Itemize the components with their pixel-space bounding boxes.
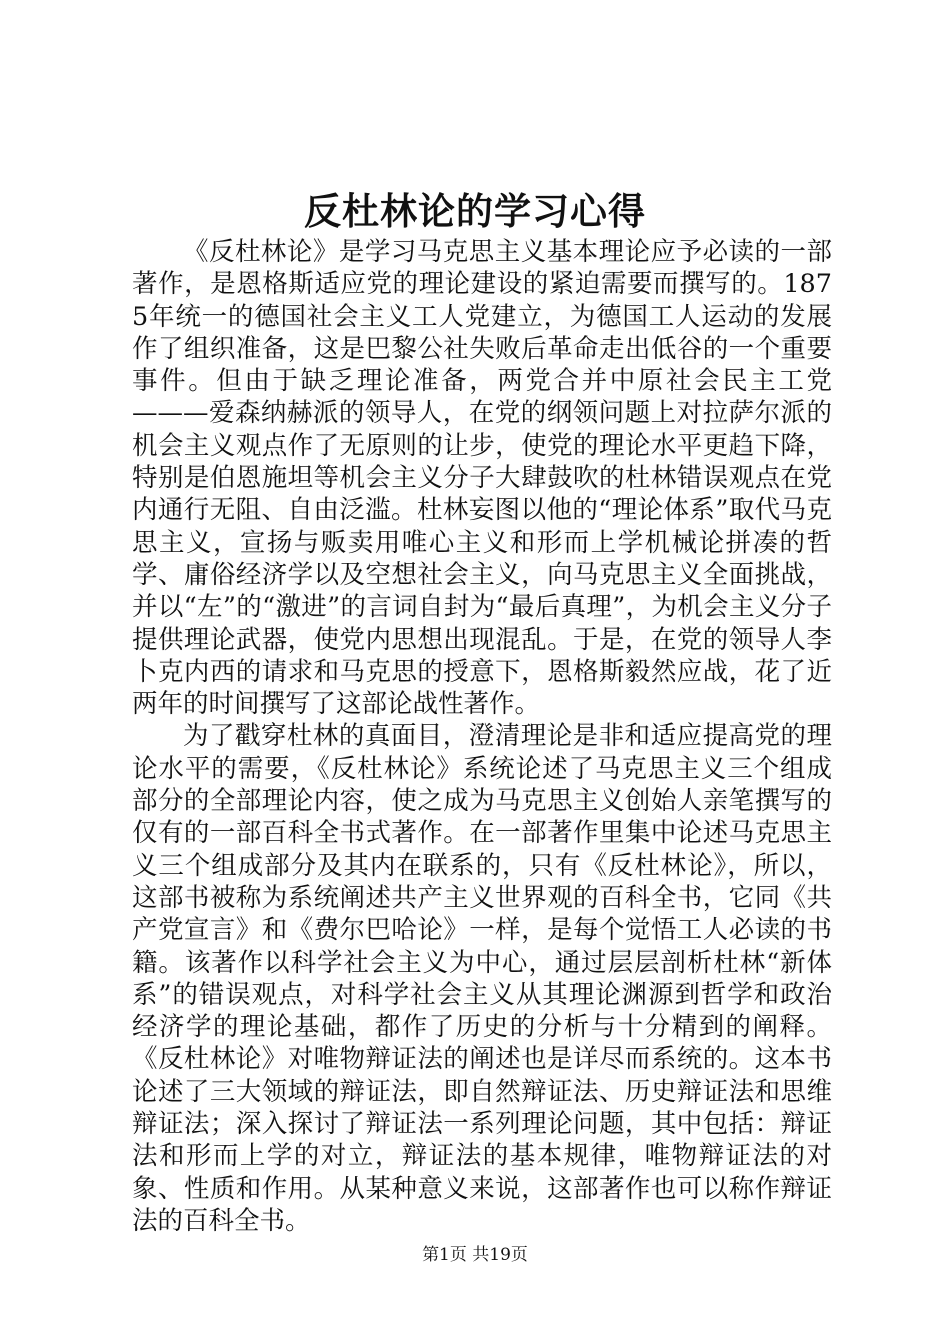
page-footer: 第1页 共19页 [422, 1245, 528, 1265]
paragraph: 《反杜林论》是学习马克思主义基本理论应予必读的一部著作，是恩格斯适应党的理论建设的紧迫需要而撰写的。1875年统一的德国社会主义工人党建立，为德国工人运动的发展作了组织准备，这是巴黎公社失败后革命走出低谷的一个重要事件。但由于缺乏理论准备，两党合并中原社会民主工党———爱森纳赫派的领导人，在党的纲领问题上对拉萨尔派的机会主义观点作了无原则的让步，使党的理论水平更趋下降，特别是伯恩施坦等机会主义分子大肆鼓吹的杜林错误观点在党内通行无阻、自由泛滥。杜林妄图以他的“理论体系”取代马克思主义，宣扬与贩卖用唯心主义和形而上学机械论拼凑的哲学、庸俗经济学以及空想社会主义，向马克思主义全面挑战，并以“左”的“激进”的言词自封为“最后真理”，为机会主义分子提供理论武器，使党内思想出现混乱。于是，在党的领导人李卜克内西的请求和马克思的授意下，恩格斯毅然应战，花了近两年的时间撰写了这部论战性著作。 [132, 237, 832, 720]
document-title: 反杜林论的学习心得 [304, 189, 646, 233]
document-body [132, 236, 832, 1237]
paragraph: 为了戳穿杜林的真面目，澄清理论是非和适应提高党的理论水平的需要，《反杜林论》系统论述了马克思主义三个组成部分的全部理论内容，使之成为马克思主义创始人亲笔撰写的仅有的一部百科全书式著作。在一部著作里集中论述马克思主义三个组成部分及其内在联系的，只有《反杜林论》，所以，这部书被称为系统阐述共产主义世界观的百科全书，它同《共产党宣言》和《费尔巴哈论》一样，是每个觉悟工人必读的书籍。该著作以科学社会主义为中心，通过层层剖析杜林“新体系”的错误观点，对科学社会主义从其理论渊源到哲学和政治经济学的理论基础，都作了历史的分析与十分精到的阐释。《反杜林论》对唯物辩证法的阐述也是详尽而系统的。这本书论述了三大领域的辩证法，即自然辩证法、历史辩证法和思维辩证法；深入探讨了辩证法一系列理论问题，其中包括：辩证法和形而上学的对立，辩证法的基本规律，唯物辩证法的对象、性质和作用。从某种意义来说，这部著作也可以称作辩证法的百科全书。 [132, 721, 832, 1236]
